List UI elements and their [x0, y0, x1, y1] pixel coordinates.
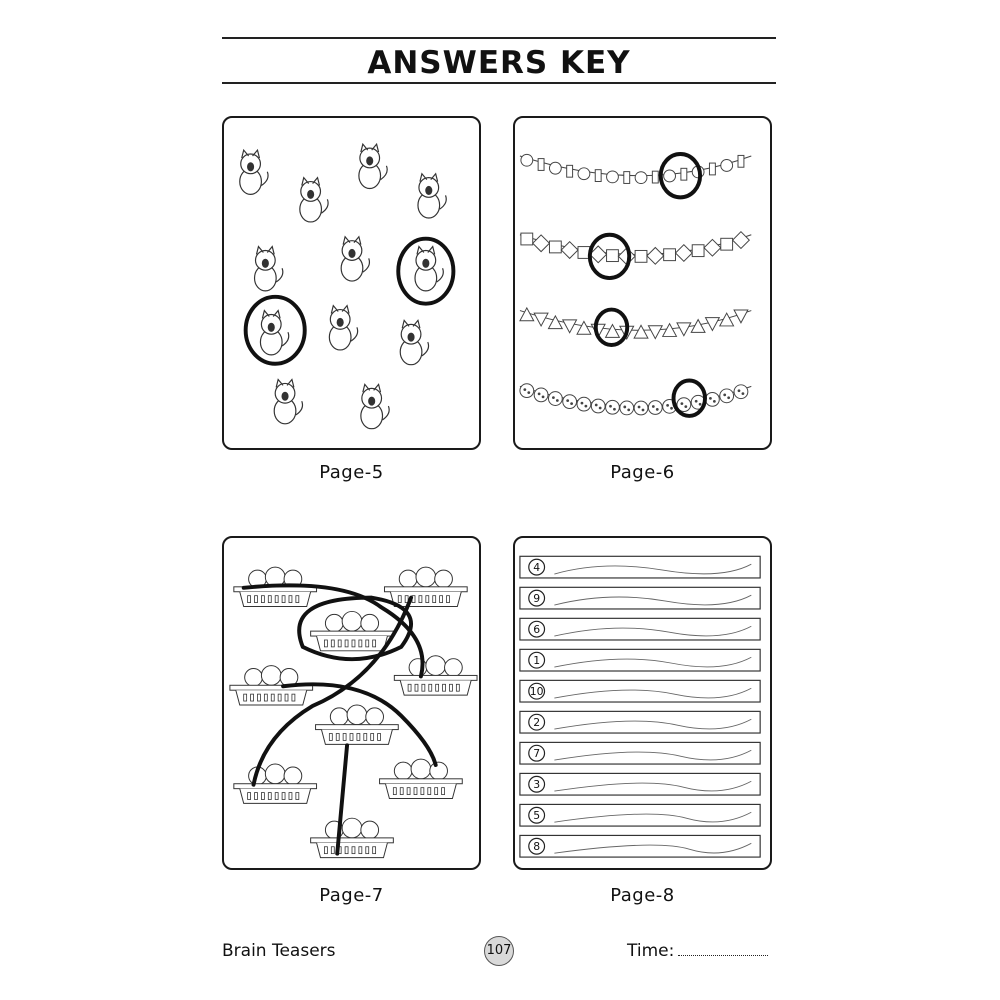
cat-icon — [260, 311, 288, 355]
panel-label-page-8: Page-8 — [610, 885, 675, 906]
basket-icon — [384, 567, 467, 606]
panel-label-page-6: Page-6 — [610, 462, 675, 483]
garland-row — [520, 232, 751, 265]
strip-order-illustration — [515, 538, 770, 868]
strip-number: 6 — [533, 623, 541, 637]
strip-number: 7 — [533, 747, 541, 761]
page-title: ANSWERS KEY — [367, 45, 631, 81]
basket-icon — [311, 611, 394, 650]
basket-icon — [380, 759, 463, 798]
picture-strip — [520, 556, 760, 578]
strip-frame — [520, 680, 760, 702]
strip-frame — [520, 835, 760, 857]
strip-number: 2 — [533, 716, 541, 730]
panel-label-page-7: Page-7 — [319, 885, 384, 906]
cat-icon — [274, 379, 302, 423]
basket-icon — [316, 705, 399, 744]
strip-number: 4 — [533, 561, 541, 575]
strip-frame — [520, 711, 760, 733]
basket-maze-illustration — [224, 538, 479, 868]
picture-strip — [520, 680, 760, 702]
picture-strip — [520, 835, 760, 857]
top-rule — [222, 37, 776, 39]
cat-icon — [359, 144, 387, 188]
picture-strip — [520, 649, 760, 671]
basket-icon — [234, 764, 317, 803]
strip-number: 8 — [533, 840, 541, 854]
answer-panel-page-6 — [513, 116, 772, 450]
picture-strip — [520, 804, 760, 826]
title-underline — [222, 82, 776, 84]
strip-number: 5 — [533, 809, 541, 823]
garland-row — [520, 154, 751, 183]
time-label: Time: — [627, 941, 675, 961]
strip-frame — [520, 618, 760, 640]
garland-row — [520, 308, 751, 339]
strip-number: 1 — [533, 654, 541, 668]
cat-icon — [240, 150, 268, 194]
cat-icon — [400, 320, 428, 364]
cat-icon — [361, 384, 389, 428]
cat-icon — [418, 174, 446, 218]
strip-number: 3 — [533, 778, 541, 792]
cats-puzzle-illustration — [224, 118, 479, 448]
time-blank-line — [678, 943, 768, 956]
strip-frame — [520, 742, 760, 764]
panel-label-page-5: Page-5 — [319, 462, 384, 483]
cat-icon — [341, 237, 369, 281]
garland-puzzle-illustration — [515, 118, 770, 448]
picture-strip — [520, 773, 760, 795]
page-number-badge: 107 — [484, 936, 514, 966]
answer-panel-page-8 — [513, 536, 772, 870]
picture-strip — [520, 742, 760, 764]
time-field — [627, 941, 768, 961]
strip-number: 9 — [533, 592, 541, 606]
picture-strip — [520, 587, 760, 609]
strip-frame — [520, 804, 760, 826]
answer-panel-page-7 — [222, 536, 481, 870]
strip-frame — [520, 773, 760, 795]
cat-icon — [329, 306, 357, 350]
cat-icon — [255, 247, 283, 291]
cat-icon — [415, 247, 443, 291]
basket-icon — [311, 818, 394, 857]
picture-strip — [520, 618, 760, 640]
basket-icon — [394, 656, 477, 695]
cat-icon — [300, 178, 328, 222]
garland-row — [520, 384, 751, 415]
strip-number: 10 — [529, 685, 544, 699]
picture-strip — [520, 711, 760, 733]
strip-frame — [520, 649, 760, 671]
answer-panel-page-5 — [222, 116, 481, 450]
book-title: Brain Teasers — [222, 941, 336, 961]
